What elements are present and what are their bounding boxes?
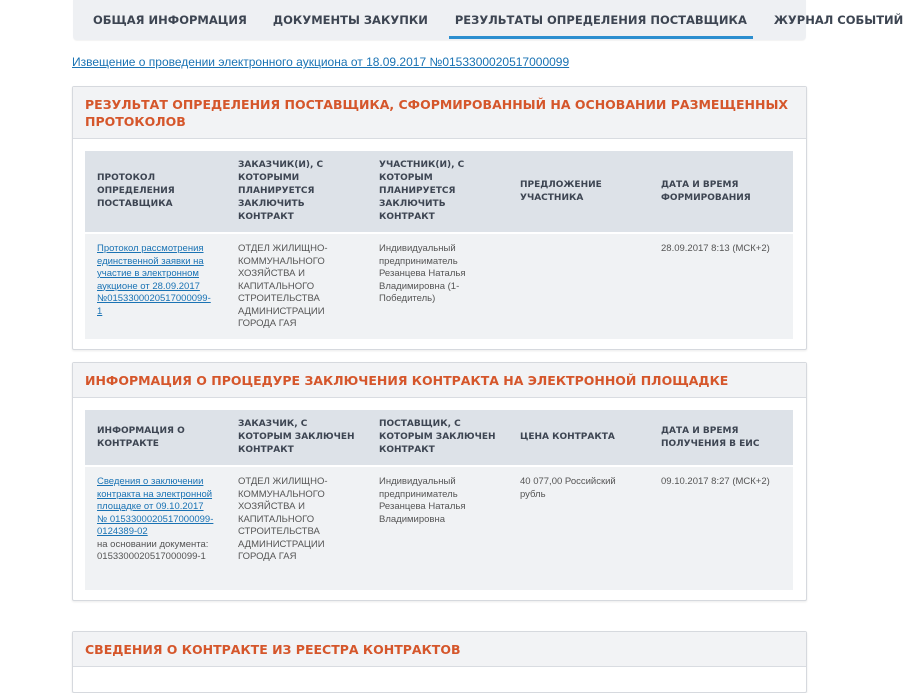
table-header-row [85, 151, 793, 233]
datetime-cell: 09.10.2017 8:27 (МСК+2) [649, 466, 793, 590]
contract-basis-value: 0153300020517000099-1 [97, 551, 206, 562]
contract-basis-label: на основании документа: [97, 538, 209, 550]
column-header: ДАТА И ВРЕМЯ ФОРМИРОВАНИЯ [649, 151, 793, 233]
tab-event-log[interactable]: ЖУРНАЛ СОБЫТИЙ [773, 13, 904, 27]
contract-procedure-panel [72, 362, 807, 601]
protocol-link[interactable]: Протокол рассмотрения единственной заявки на участие в электронном аукционе от 28.09.2017 №0153300020517000099-1 [97, 243, 211, 317]
column-header: ИНФОРМАЦИЯ О КОНТРАКТЕ [85, 410, 226, 466]
column-header: ЗАКАЗЧИК, С КОТОРЫМ ЗАКЛЮЧЕН КОНТРАКТ [226, 410, 367, 466]
tab-general-info[interactable]: ОБЩАЯ ИНФОРМАЦИЯ [93, 13, 247, 27]
column-header: ЗАКАЗЧИК(И), С КОТОРЫМИ ПЛАНИРУЕТСЯ ЗАКЛЮЧИТЬ КОНТРАКТ [226, 151, 367, 233]
tab-procurement-documents[interactable]: ДОКУМЕНТЫ ЗАКУПКИ [272, 13, 428, 27]
datetime-cell: 28.09.2017 8:13 (МСК+2) [649, 233, 793, 339]
supplier-result-table [85, 151, 793, 339]
supplier-result-panel [72, 86, 807, 350]
tab-bar [73, 0, 904, 40]
column-header: ДАТА И ВРЕМЯ ПОЛУЧЕНИЯ В ЕИС [649, 410, 793, 466]
contract-registry-panel [72, 631, 807, 693]
column-header: ЦЕНА КОНТРАКТА [508, 410, 649, 466]
price-cell: 40 077,00 Российский рубль [508, 466, 649, 590]
contract-registry-title: СВЕДЕНИЯ О КОНТРАКТЕ ИЗ РЕЕСТРА КОНТРАКТОВ [73, 632, 806, 667]
supplier-result-title: РЕЗУЛЬТАТ ОПРЕДЕЛЕНИЯ ПОСТАВЩИКА, СФОРМИРОВАННЫЙ НА ОСНОВАНИИ РАЗМЕЩЕННЫХ ПРОТОКОЛОВ [73, 87, 806, 139]
tab-supplier-results[interactable]: РЕЗУЛЬТАТЫ ОПРЕДЕЛЕНИЯ ПОСТАВЩИКА [449, 0, 753, 40]
table-row [85, 233, 793, 339]
contract-procedure-title: ИНФОРМАЦИЯ О ПРОЦЕДУРЕ ЗАКЛЮЧЕНИЯ КОНТРАКТА НА ЭЛЕКТРОННОЙ ПЛОЩАДКЕ [73, 363, 806, 398]
column-header: УЧАСТНИК(И), С КОТОРЫМ ПЛАНИРУЕТСЯ ЗАКЛЮЧИТЬ КОНТРАКТ [367, 151, 508, 233]
column-header: ПОСТАВЩИК, С КОТОРЫМ ЗАКЛЮЧЕН КОНТРАКТ [367, 410, 508, 466]
table-row [85, 466, 793, 590]
contract-info-link[interactable]: Сведения о заключении контракта на электронной площадке от 09.10.2017 № 0153300020517000099-0124389-02 [97, 476, 214, 537]
auction-notice-link[interactable]: Извещение о проведении электронного аукциона от 18.09.2017 №0153300020517000099 [72, 55, 570, 69]
column-header: ПРОТОКОЛ ОПРЕДЕЛЕНИЯ ПОСТАВЩИКА [85, 151, 226, 233]
customer-cell: ОТДЕЛ ЖИЛИЩНО-КОММУНАЛЬНОГО ХОЗЯЙСТВА И КАПИТАЛЬНОГО СТРОИТЕЛЬСТВА АДМИНИСТРАЦИИ ГОРОДА ГАЯ [226, 466, 367, 590]
supplier-cell: Индивидуальный предприниматель Резанцева Наталья Владимировна [367, 466, 508, 590]
offer-cell [508, 233, 649, 339]
table-header-row [85, 410, 793, 466]
contract-procedure-table [85, 410, 793, 590]
participant-cell: Индивидуальный предприниматель Резанцева Наталья Владимировна (1-Победитель) [367, 233, 508, 339]
customer-cell: ОТДЕЛ ЖИЛИЩНО-КОММУНАЛЬНОГО ХОЗЯЙСТВА И КАПИТАЛЬНОГО СТРОИТЕЛЬСТВА АДМИНИСТРАЦИИ ГОРОДА ГАЯ [226, 233, 367, 339]
column-header: ПРЕДЛОЖЕНИЕ УЧАСТНИКА [508, 151, 649, 233]
